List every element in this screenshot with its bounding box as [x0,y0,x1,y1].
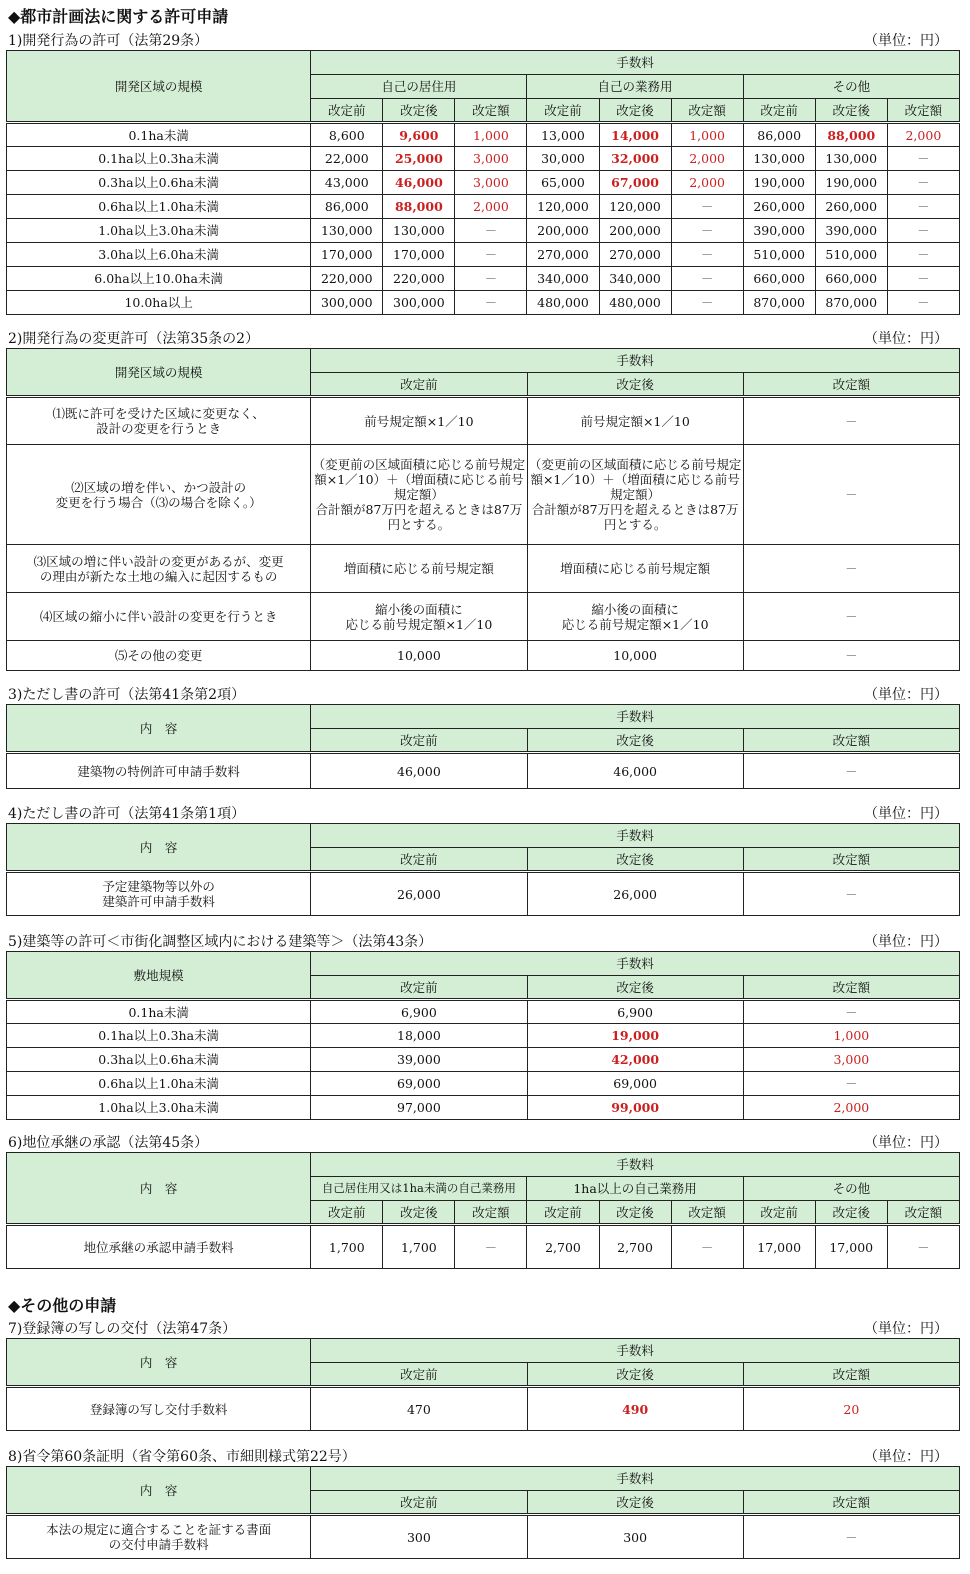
exception-permit-table-a [6,704,960,789]
building-permit-table [6,951,960,1120]
cell-diff: － [743,753,959,789]
col-after: 改定後 [527,729,743,753]
col-diff: 改定額 [743,976,959,1000]
registry-copy-table [6,1338,960,1431]
table-body [7,1225,960,1269]
col-diff: 改定額 [743,729,959,753]
table-row [7,123,960,147]
cell-after: 46,000 [527,753,743,789]
table-body [7,1387,960,1431]
cell-before: 10,000 [311,641,527,671]
table-row [7,1515,960,1559]
cell-after: 510,000 [815,243,887,267]
cell-diff: － [887,219,959,243]
unit-label: （単位：円） [864,331,948,347]
table-row [7,147,960,171]
col-diff: 改定額 [671,99,743,123]
col-diff: 改定額 [455,99,527,123]
cell-before: 190,000 [743,171,815,195]
cell-before: 8,600 [311,123,383,147]
cell-diff: － [887,1225,959,1269]
col-before: 改定前 [311,99,383,123]
cell-after: 300 [527,1515,743,1559]
col-after: 改定後 [815,1201,887,1225]
row-label: 10.0ha以上 [7,291,311,315]
row-label: ⑶区域の増に伴い設計の変更があるが、変更 の理由が新たな土地の編入に起因するもの [7,545,311,593]
col-before: 改定前 [311,1363,527,1387]
unit-label: （単位：円） [864,1449,948,1465]
table-row [7,445,960,545]
cell-diff: 2,000 [455,195,527,219]
col-before: 改定前 [743,1201,815,1225]
cell-diff: － [455,267,527,291]
cell-after: 25,000 [383,147,455,171]
cell-before: 470 [311,1387,527,1431]
cell-before: 22,000 [311,147,383,171]
cell-before: 130,000 [311,219,383,243]
cell-after: 120,000 [599,195,671,219]
col-after: 改定後 [527,1363,743,1387]
cell-after: 26,000 [527,872,743,916]
row-header: 内 容 [7,1467,311,1515]
col-diff: 改定額 [743,848,959,872]
col-diff: 改定額 [743,373,959,397]
cell-after: 870,000 [815,291,887,315]
group-header: 自己の居住用 [311,75,527,99]
cell-after: 増面積に応じる前号規定額 [527,545,743,593]
row-label: 0.3ha以上0.6ha未満 [7,171,311,195]
table-row [7,1225,960,1269]
row-header: 開発区域の規模 [7,51,311,123]
cell-after: 1,700 [383,1225,455,1269]
cell-before: 86,000 [311,195,383,219]
row-label: 0.6ha以上1.0ha未満 [7,195,311,219]
table-row [7,1072,960,1096]
row-label: 0.6ha以上1.0ha未満 [7,1072,311,1096]
col-after: 改定後 [527,976,743,1000]
cell-diff: － [455,219,527,243]
cell-before: 270,000 [527,243,599,267]
fee-header: 手数料 [311,1467,960,1491]
certificate-table [6,1466,960,1559]
table-row [7,545,960,593]
cell-before: 97,000 [311,1096,527,1120]
section-5-title: 5)建築等の許可＜市街化調整区域内における建築等＞（法第43条） [8,934,433,950]
table-row [7,872,960,916]
cell-after: 42,000 [527,1048,743,1072]
cell-diff: － [743,1515,959,1559]
row-label: 0.1ha以上0.3ha未満 [7,147,311,171]
cell-after: 6,900 [527,1000,743,1024]
fee-header: 手数料 [311,349,960,373]
col-before: 改定前 [311,848,527,872]
table-row [7,171,960,195]
group-header: その他 [743,1177,959,1201]
unit-label: （単位：円） [864,1135,948,1151]
cell-before: 2,700 [527,1225,599,1269]
row-header: 内 容 [7,824,311,872]
table-row [7,593,960,641]
cell-after: 490 [527,1387,743,1431]
col-before: 改定前 [311,976,527,1000]
cell-diff: 2,000 [743,1096,959,1120]
table-row [7,267,960,291]
cell-diff: － [455,243,527,267]
row-label: 0.1ha以上0.3ha未満 [7,1024,311,1048]
cell-after: 390,000 [815,219,887,243]
cell-before: 39,000 [311,1048,527,1072]
cell-after: 200,000 [599,219,671,243]
cell-diff: － [887,171,959,195]
col-diff: 改定額 [743,1491,959,1515]
cell-before: 510,000 [743,243,815,267]
cell-before: 17,000 [743,1225,815,1269]
cell-after: 170,000 [383,243,455,267]
col-diff: 改定額 [671,1201,743,1225]
cell-before: 200,000 [527,219,599,243]
table-row [7,1024,960,1048]
cell-before: 480,000 [527,291,599,315]
cell-before: 300,000 [311,291,383,315]
row-header: 敷地規模 [7,952,311,1000]
table-row [7,195,960,219]
col-before: 改定前 [311,1491,527,1515]
row-label: 予定建築物等以外の 建築許可申請手数料 [7,872,311,916]
cell-diff: － [671,243,743,267]
section-2-title: 2)開発行為の変更許可（法第35条の2） [8,331,260,347]
cell-after: 前号規定額×1／10 [527,397,743,445]
cell-before: 390,000 [743,219,815,243]
change-permit-table [6,348,960,671]
cell-before: 前号規定額×1／10 [311,397,527,445]
row-label: ⑵区域の増を伴い、かつ設計の 変更を行う場合（⑶の場合を除く。） [7,445,311,545]
col-after: 改定後 [383,99,455,123]
table-row [7,1096,960,1120]
cell-after: （変更前の区域面積に応じる前号規定額×1／10）＋（増面積に応じる前号規定額） 合計額が87万円を超えるときは87万円とする。 [527,445,743,545]
cell-after: 88,000 [383,195,455,219]
cell-after: 9,600 [383,123,455,147]
col-after: 改定後 [599,99,671,123]
cell-after: 300,000 [383,291,455,315]
cell-before: 86,000 [743,123,815,147]
cell-diff: － [743,593,959,641]
cell-diff: － [671,291,743,315]
cell-before: 1,700 [311,1225,383,1269]
cell-diff: － [743,445,959,545]
table-row [7,243,960,267]
table-body [7,123,960,315]
cell-diff: － [455,1225,527,1269]
cell-diff: － [671,219,743,243]
table-row [7,641,960,671]
col-after: 改定後 [527,373,743,397]
cell-diff: 2,000 [671,171,743,195]
col-after: 改定後 [527,1491,743,1515]
unit-label: （単位：円） [864,687,948,703]
table-body [7,397,960,671]
cell-before: 69,000 [311,1072,527,1096]
cell-diff: － [887,243,959,267]
cell-before: 30,000 [527,147,599,171]
unit-label: （単位：円） [864,806,948,822]
col-before: 改定前 [527,99,599,123]
col-before: 改定前 [311,373,527,397]
cell-before: 縮小後の面積に 応じる前号規定額×1／10 [311,593,527,641]
row-label: ⑷区域の縮小に伴い設計の変更を行うとき [7,593,311,641]
row-header: 内 容 [7,1339,311,1387]
row-label: 0.1ha未満 [7,1000,311,1024]
cell-after: 190,000 [815,171,887,195]
cell-after: 67,000 [599,171,671,195]
fee-header: 手数料 [311,51,960,75]
table-row [7,1387,960,1431]
cell-after: 130,000 [815,147,887,171]
table-row [7,753,960,789]
cell-diff: － [887,195,959,219]
cell-after: 2,700 [599,1225,671,1269]
cell-diff: － [887,267,959,291]
row-header: 開発区域の規模 [7,349,311,397]
cell-after: 46,000 [383,171,455,195]
col-before: 改定前 [743,99,815,123]
cell-diff: 1,000 [743,1024,959,1048]
section-4-title: 4)ただし書の許可（法第41条第1項） [8,806,246,822]
cell-diff: － [743,545,959,593]
cell-diff: 3,000 [455,171,527,195]
section-7-title: 7)登録簿の写しの交付（法第47条） [8,1321,237,1337]
cell-diff: － [671,1225,743,1269]
cell-before: 増面積に応じる前号規定額 [311,545,527,593]
cell-after: 32,000 [599,147,671,171]
section-3-title: 3)ただし書の許可（法第41条第2項） [8,687,246,703]
row-label: ⑴既に許可を受けた区域に変更なく、 設計の変更を行うとき [7,397,311,445]
cell-before: 660,000 [743,267,815,291]
cell-after: 99,000 [527,1096,743,1120]
cell-diff: － [743,872,959,916]
cell-before: 13,000 [527,123,599,147]
cell-diff: － [743,1000,959,1024]
table-body [7,1000,960,1120]
col-before: 改定前 [311,729,527,753]
cell-after: 19,000 [527,1024,743,1048]
row-label: 3.0ha以上6.0ha未満 [7,243,311,267]
table-row [7,397,960,445]
cell-diff: 3,000 [455,147,527,171]
row-label: ⑸その他の変更 [7,641,311,671]
row-label: 6.0ha以上10.0ha未満 [7,267,311,291]
table-row [7,1000,960,1024]
cell-diff: － [455,291,527,315]
cell-after: 10,000 [527,641,743,671]
section-1-title: 1)開発行為の許可（法第29条） [8,33,209,49]
row-label: 0.3ha以上0.6ha未満 [7,1048,311,1072]
group-header: 自己居住用又は1ha未満の自己業務用 [311,1177,527,1201]
unit-label: （単位：円） [864,1321,948,1337]
fee-header: 手数料 [311,1153,960,1177]
table-body [7,753,960,789]
row-label: 本法の規定に適合することを証する書面 の交付申請手数料 [7,1515,311,1559]
row-label: 地位承継の承認申請手数料 [7,1225,311,1269]
cell-diff: － [887,147,959,171]
cell-after: 14,000 [599,123,671,147]
cell-diff: － [887,291,959,315]
col-after: 改定後 [599,1201,671,1225]
cell-after: 69,000 [527,1072,743,1096]
cell-diff: 3,000 [743,1048,959,1072]
table-row [7,1048,960,1072]
cell-after: 480,000 [599,291,671,315]
col-diff: 改定額 [743,1363,959,1387]
cell-diff: － [743,1072,959,1096]
col-diff: 改定額 [455,1201,527,1225]
cell-after: 270,000 [599,243,671,267]
fee-header: 手数料 [311,824,960,848]
cell-diff: 2,000 [887,123,959,147]
col-diff: 改定額 [887,1201,959,1225]
cell-before: 870,000 [743,291,815,315]
cell-before: 220,000 [311,267,383,291]
cell-diff: 1,000 [455,123,527,147]
cell-before: 65,000 [527,171,599,195]
col-after: 改定後 [527,848,743,872]
cell-before: 26,000 [311,872,527,916]
row-header: 内 容 [7,705,311,753]
unit-label: （単位：円） [864,33,948,49]
cell-diff: 1,000 [671,123,743,147]
cell-after: 660,000 [815,267,887,291]
cell-after: 260,000 [815,195,887,219]
row-label: 建築物の特例許可申請手数料 [7,753,311,789]
col-before: 改定前 [311,1201,383,1225]
cell-after: 17,000 [815,1225,887,1269]
col-before: 改定前 [527,1201,599,1225]
cell-diff: － [743,397,959,445]
cell-diff: － [743,641,959,671]
cell-before: 120,000 [527,195,599,219]
cell-before: 18,000 [311,1024,527,1048]
development-permit-table [6,50,960,315]
group-header: その他 [743,75,959,99]
cell-before: （変更前の区域面積に応じる前号規定額×1／10）＋（増面積に応じる前号規定額） 合計額が87万円を超えるときは87万円とする。 [311,445,527,545]
cell-diff: － [671,195,743,219]
group-header: 自己の業務用 [527,75,743,99]
succession-approval-table [6,1152,960,1269]
cell-before: 260,000 [743,195,815,219]
cell-after: 130,000 [383,219,455,243]
col-after: 改定後 [383,1201,455,1225]
table-row [7,291,960,315]
cell-after: 220,000 [383,267,455,291]
unit-label: （単位：円） [864,934,948,950]
cell-before: 300 [311,1515,527,1559]
table-row [7,219,960,243]
row-label: 1.0ha以上3.0ha未満 [7,219,311,243]
row-label: 1.0ha以上3.0ha未満 [7,1096,311,1120]
cell-diff: 20 [743,1387,959,1431]
fee-header: 手数料 [311,1339,960,1363]
cell-before: 46,000 [311,753,527,789]
group-header: 1ha以上の自己業務用 [527,1177,743,1201]
fee-header: 手数料 [311,952,960,976]
cell-before: 43,000 [311,171,383,195]
cell-before: 130,000 [743,147,815,171]
row-label: 0.1ha未満 [7,123,311,147]
row-label: 登録簿の写し交付手数料 [7,1387,311,1431]
cell-diff: － [671,267,743,291]
fee-header: 手数料 [311,705,960,729]
cell-before: 170,000 [311,243,383,267]
col-diff: 改定額 [887,99,959,123]
other-applications-title: ◆その他の申請 [8,1296,117,1315]
cell-diff: 2,000 [671,147,743,171]
exception-permit-table-b [6,823,960,916]
cell-after: 88,000 [815,123,887,147]
cell-before: 340,000 [527,267,599,291]
table-body [7,872,960,916]
section-8-title: 8)省令第60条証明（省令第60条、市細則様式第22号） [8,1449,356,1465]
cell-after: 340,000 [599,267,671,291]
col-after: 改定後 [815,99,887,123]
cell-after: 縮小後の面積に 応じる前号規定額×1／10 [527,593,743,641]
section-6-title: 6)地位承継の承認（法第45条） [8,1135,209,1151]
row-header: 内 容 [7,1153,311,1225]
cell-before: 6,900 [311,1000,527,1024]
table-body [7,1515,960,1559]
page-title: ◆都市計画法に関する許可申請 [8,7,229,26]
